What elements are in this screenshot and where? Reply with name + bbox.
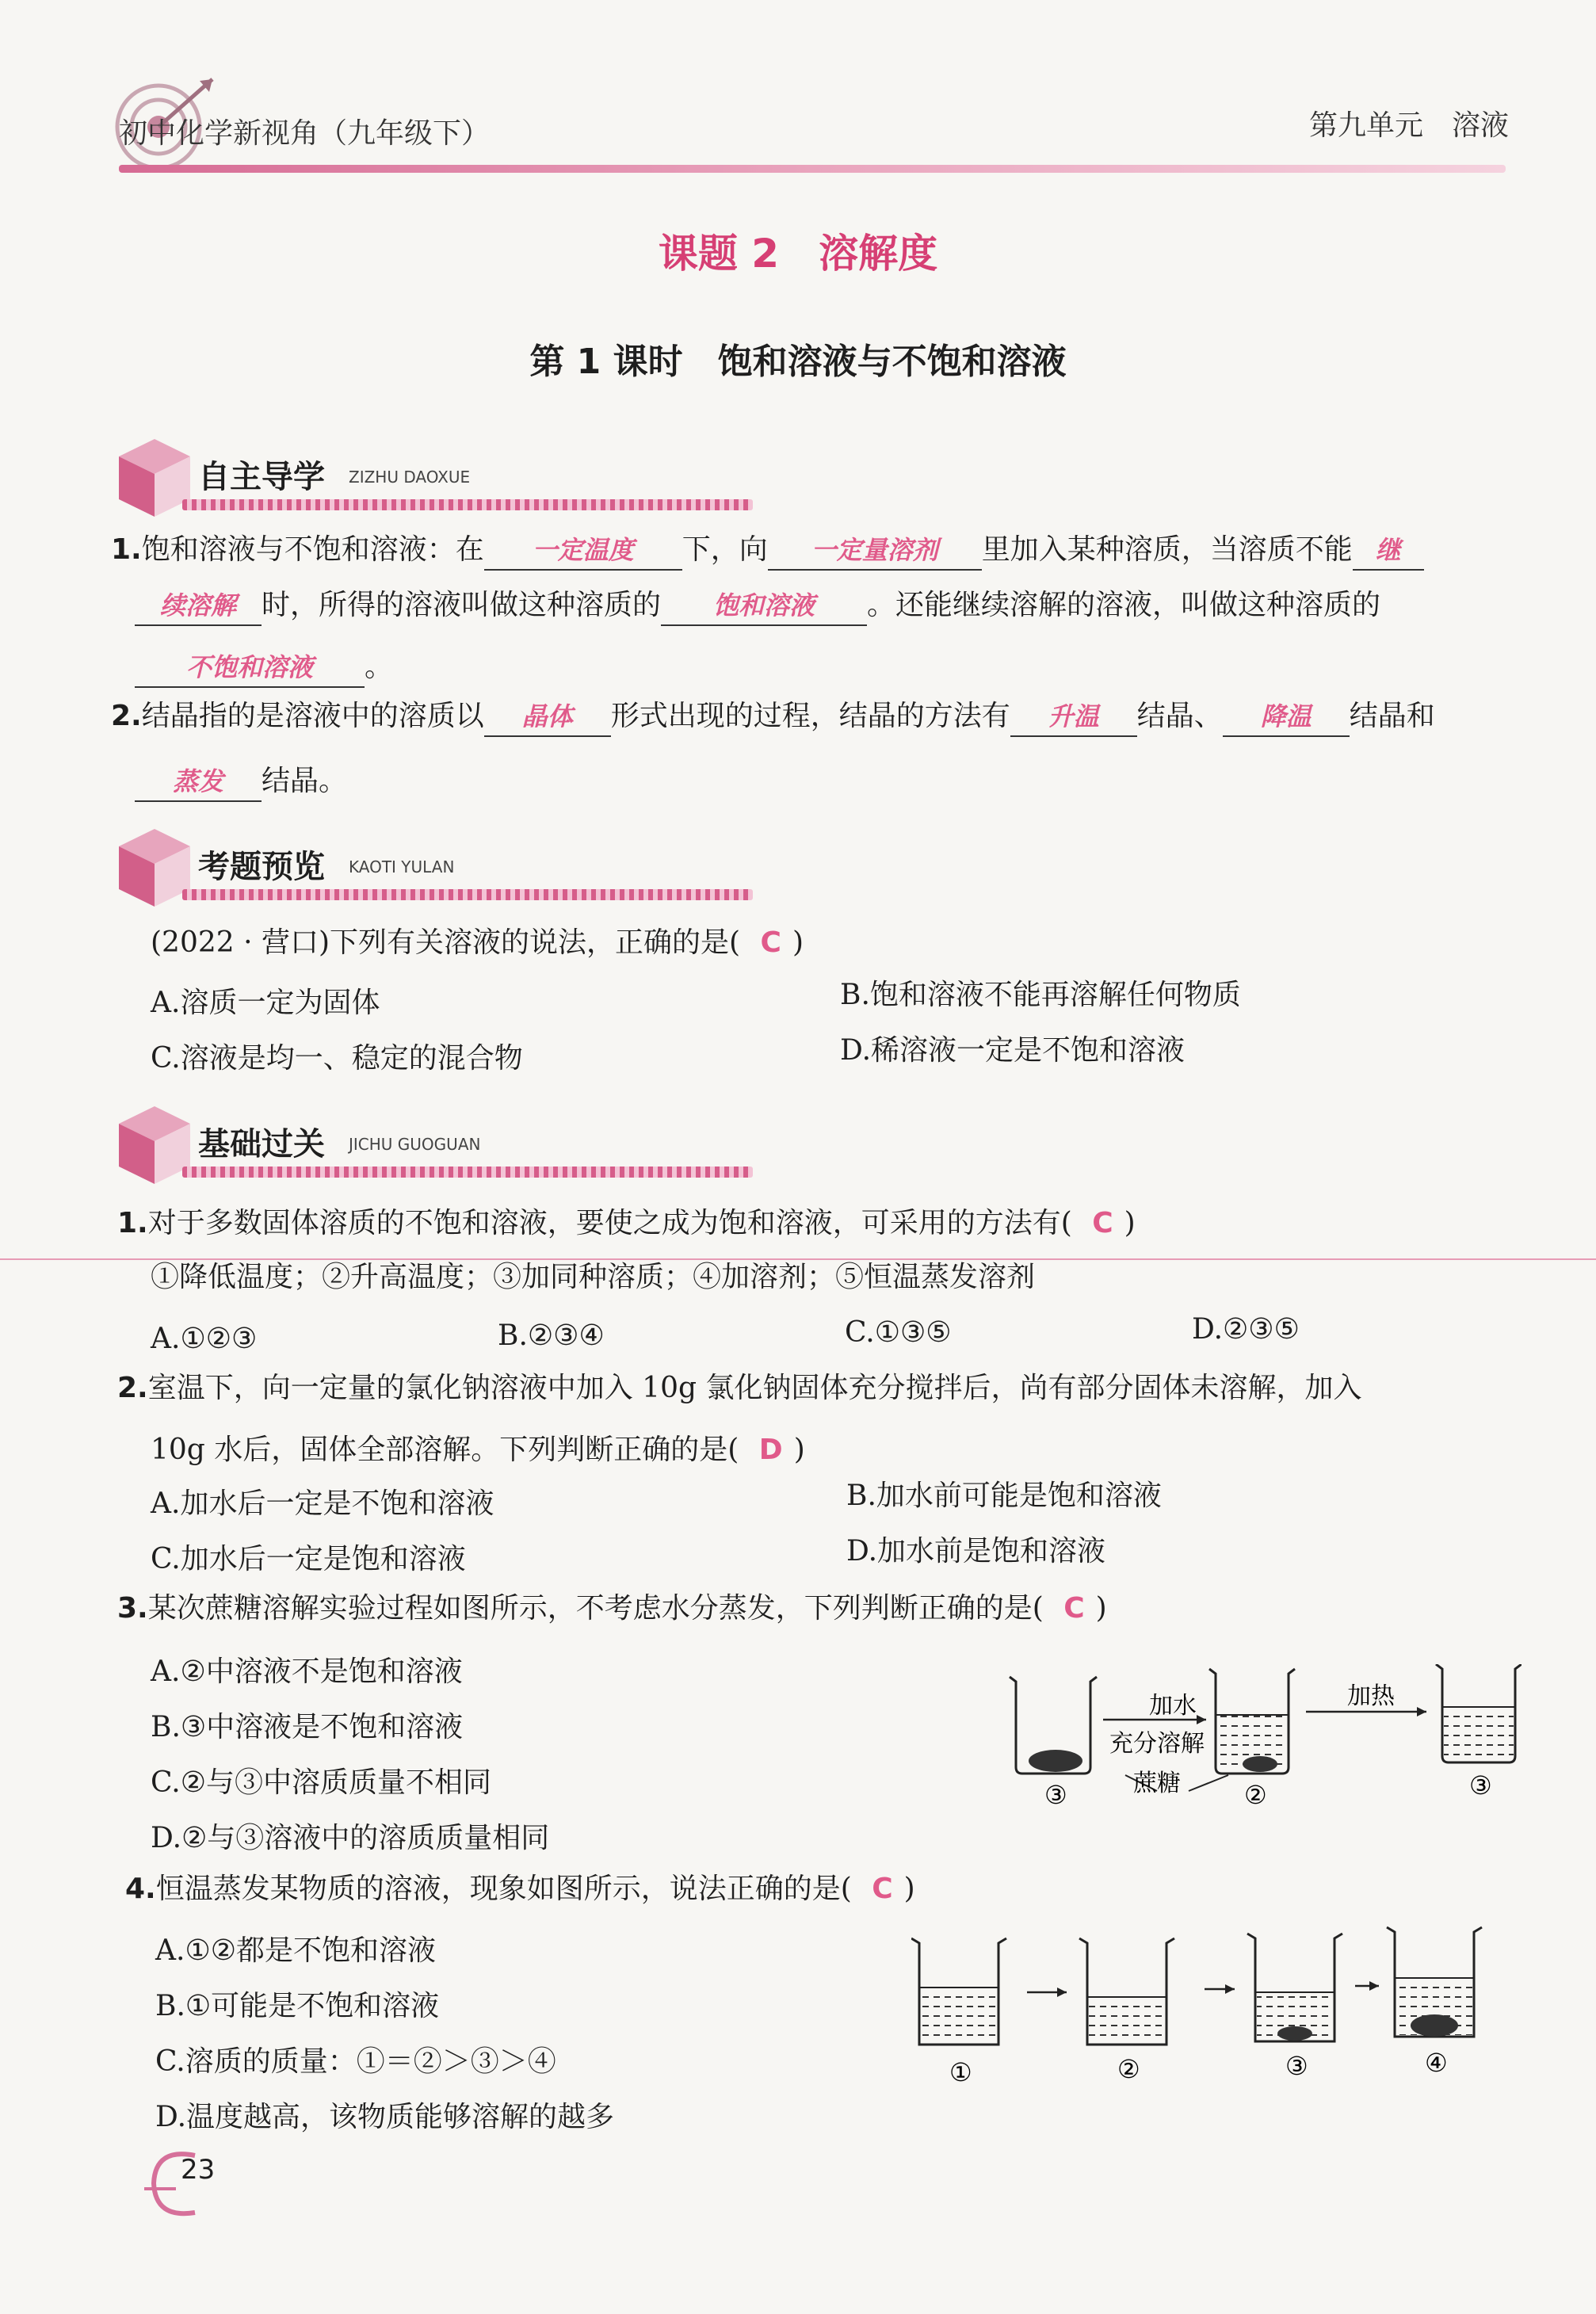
beaker-4	[1387, 1927, 1482, 2037]
answer-letter: C	[1092, 1207, 1113, 1239]
basics-q2-stem1	[117, 1369, 1361, 1407]
beaker-label: ③	[1285, 2051, 1308, 2081]
text: 下，向	[682, 533, 768, 566]
answer-blank: 一定温度	[484, 531, 682, 571]
text: 结晶、	[1136, 700, 1223, 732]
answer-blank: 继	[1353, 531, 1424, 571]
question-stem: 对于多数固体溶质的不饱和溶液，要使之成为饱和溶液，可采用的方法有(	[147, 1207, 1072, 1239]
option-d: D.加水前是饱和溶液	[846, 1535, 1106, 1567]
beaker-3	[1247, 1934, 1342, 2041]
guide-q2-line2	[135, 762, 347, 802]
answer-letter: C	[1063, 1592, 1085, 1625]
answer-blank: 不饱和溶液	[135, 648, 365, 688]
option-a: A.溶质一定为固体	[151, 987, 380, 1019]
paren: )	[1124, 1207, 1136, 1239]
section-title: 自主导学	[198, 459, 325, 495]
option-b: B.加水前可能是饱和溶液	[846, 1480, 1162, 1512]
option-c: C.溶液是均一、稳定的混合物	[151, 1042, 523, 1075]
question-number: 1.	[117, 1207, 148, 1239]
basics-q3-stem	[117, 1590, 1107, 1628]
section-title: 基础过关	[198, 1126, 325, 1163]
guide-q1-line3	[135, 648, 393, 688]
text: 结晶。	[262, 765, 348, 797]
answer-blank: 续溶解	[135, 586, 262, 626]
q4-figure	[911, 1926, 1490, 2092]
page-title: 课题 2 溶解度	[658, 231, 938, 277]
answer-blank: 降温	[1223, 697, 1350, 737]
beaker-3	[1436, 1664, 1522, 1762]
option-c: C.②与③中溶质质量不相同	[151, 1766, 491, 1799]
basics-q1-stem	[117, 1205, 1136, 1243]
fig-label-sucrose: 蔗糖	[1133, 1770, 1181, 1797]
header-rule	[119, 165, 1506, 173]
section-bar	[182, 1167, 753, 1178]
text: 形式出现的过程，结晶的方法有	[610, 700, 1010, 732]
question-number: 4.	[125, 1873, 156, 1905]
answer-blank: 蒸发	[135, 762, 262, 802]
text: 时，所得的溶液叫做这种溶质的	[262, 589, 662, 621]
paren: )	[792, 926, 804, 959]
section-pinyin: JICHU GUOGUAN	[349, 1135, 481, 1154]
beaker-2	[1079, 1938, 1174, 2045]
question-number: 2.	[111, 700, 142, 732]
text: 里加入某种溶质，当溶质不能	[981, 533, 1353, 566]
option-c: C.溶质的质量：①＝②＞③＞④	[155, 2045, 556, 2078]
unit-title: 第九单元 溶液	[1308, 109, 1509, 142]
beaker-label: ①	[949, 2057, 972, 2087]
option-d: D.②与③溶液中的溶质质量相同	[151, 1822, 550, 1854]
text: 饱和溶液与不饱和溶液：在	[141, 533, 484, 566]
guide-q2-line1	[111, 697, 1435, 737]
beaker-label: ③	[1469, 1770, 1492, 1800]
option-d: D.稀溶液一定是不饱和溶液	[840, 1034, 1186, 1067]
section-header-basics	[111, 1102, 761, 1189]
text: 结晶指的是溶液中的溶质以	[141, 700, 484, 732]
question-stem: 恒温蒸发某物质的溶液，现象如图所示，说法正确的是(	[155, 1873, 852, 1905]
section-header-preview	[111, 824, 761, 911]
fig-label-heat: 加热	[1347, 1682, 1395, 1710]
basics-q1-methods: ①降低温度；②升高温度；③加同种溶质；④加溶剂；⑤恒温蒸发溶剂	[151, 1261, 1036, 1293]
answer-blank: 升温	[1010, 697, 1137, 737]
option-a: A.①②③	[151, 1323, 258, 1355]
option-b: B.②③④	[498, 1319, 605, 1352]
paren: )	[903, 1873, 915, 1905]
question-stem: 某次蔗糖溶解实验过程如图所示，不考虑水分蒸发，下列判断正确的是(	[147, 1592, 1044, 1625]
answer-letter: C	[760, 926, 781, 959]
section-bar	[182, 889, 753, 900]
answer-blank: 晶体	[484, 697, 611, 737]
paren: )	[1095, 1592, 1107, 1625]
paren: )	[793, 1434, 805, 1466]
basics-q4-stem	[125, 1870, 915, 1908]
beaker-1	[911, 1938, 1006, 2045]
option-b: B.①可能是不饱和溶液	[155, 1990, 440, 2022]
option-a: A.加水后一定是不饱和溶液	[151, 1487, 494, 1520]
text: 。	[365, 651, 394, 683]
option-c: C.①③⑤	[845, 1316, 952, 1349]
option-b: B.③中溶液是不饱和溶液	[151, 1711, 464, 1743]
section-title: 考题预览	[198, 849, 325, 885]
beaker-2	[1209, 1669, 1295, 1774]
section-pinyin: ZIZHU DAOXUE	[349, 468, 471, 487]
fig-label-add-water: 加水	[1149, 1692, 1197, 1720]
q3-figure	[998, 1664, 1522, 1823]
option-d: D.温度越高，该物质能够溶解的越多	[155, 2101, 615, 2133]
page-number: 23	[181, 2154, 216, 2186]
answer-letter: C	[872, 1873, 893, 1905]
question-number: 2.	[117, 1372, 148, 1404]
section-bar	[182, 499, 753, 510]
beaker-label: ②	[1117, 2054, 1140, 2084]
question-number: 1.	[111, 533, 142, 566]
text: 结晶和	[1349, 700, 1435, 732]
beaker-label: ④	[1425, 2048, 1448, 2078]
question-stem: 10g 水后，固体全部溶解。下列判断正确的是(	[151, 1434, 739, 1466]
answer-blank: 一定量溶剂	[768, 531, 982, 571]
preview-stem	[151, 924, 804, 962]
beaker-label: ②	[1244, 1780, 1267, 1810]
answer-blank: 饱和溶液	[661, 586, 867, 626]
option-c: C.加水后一定是饱和溶液	[151, 1543, 466, 1575]
lesson-subtitle: 第 1 课时 饱和溶液与不饱和溶液	[529, 342, 1067, 382]
basics-q2-stem2	[151, 1431, 805, 1469]
beaker-label: ③	[1044, 1780, 1067, 1810]
option-b: B.饱和溶液不能再溶解任何物质	[840, 979, 1241, 1011]
section-header-guide	[111, 434, 761, 521]
question-number: 3.	[117, 1592, 148, 1625]
question-stem: 室温下，向一定量的氯化钠溶液中加入 10g 氯化钠固体充分搅拌后，尚有部分固体未溶解，加入	[147, 1372, 1362, 1404]
book-title: 初中化学新视角（九年级下）	[119, 117, 491, 150]
text: 。还能继续溶解的溶液，叫做这种溶质的	[867, 589, 1381, 621]
fig-label-dissolve: 充分溶解	[1109, 1730, 1205, 1758]
option-d: D.②③⑤	[1192, 1313, 1300, 1346]
option-a: A.②中溶液不是饱和溶液	[151, 1655, 463, 1688]
option-a: A.①②都是不饱和溶液	[155, 1934, 436, 1967]
section-pinyin: KAOTI YULAN	[349, 857, 455, 876]
guide-q1-line2	[135, 586, 1380, 626]
beaker-1	[1010, 1677, 1097, 1774]
question-stem: (2022 · 营口)下列有关溶液的说法，正确的是(	[151, 926, 741, 959]
guide-q1-line1	[111, 531, 1424, 571]
answer-letter: D	[758, 1434, 783, 1466]
